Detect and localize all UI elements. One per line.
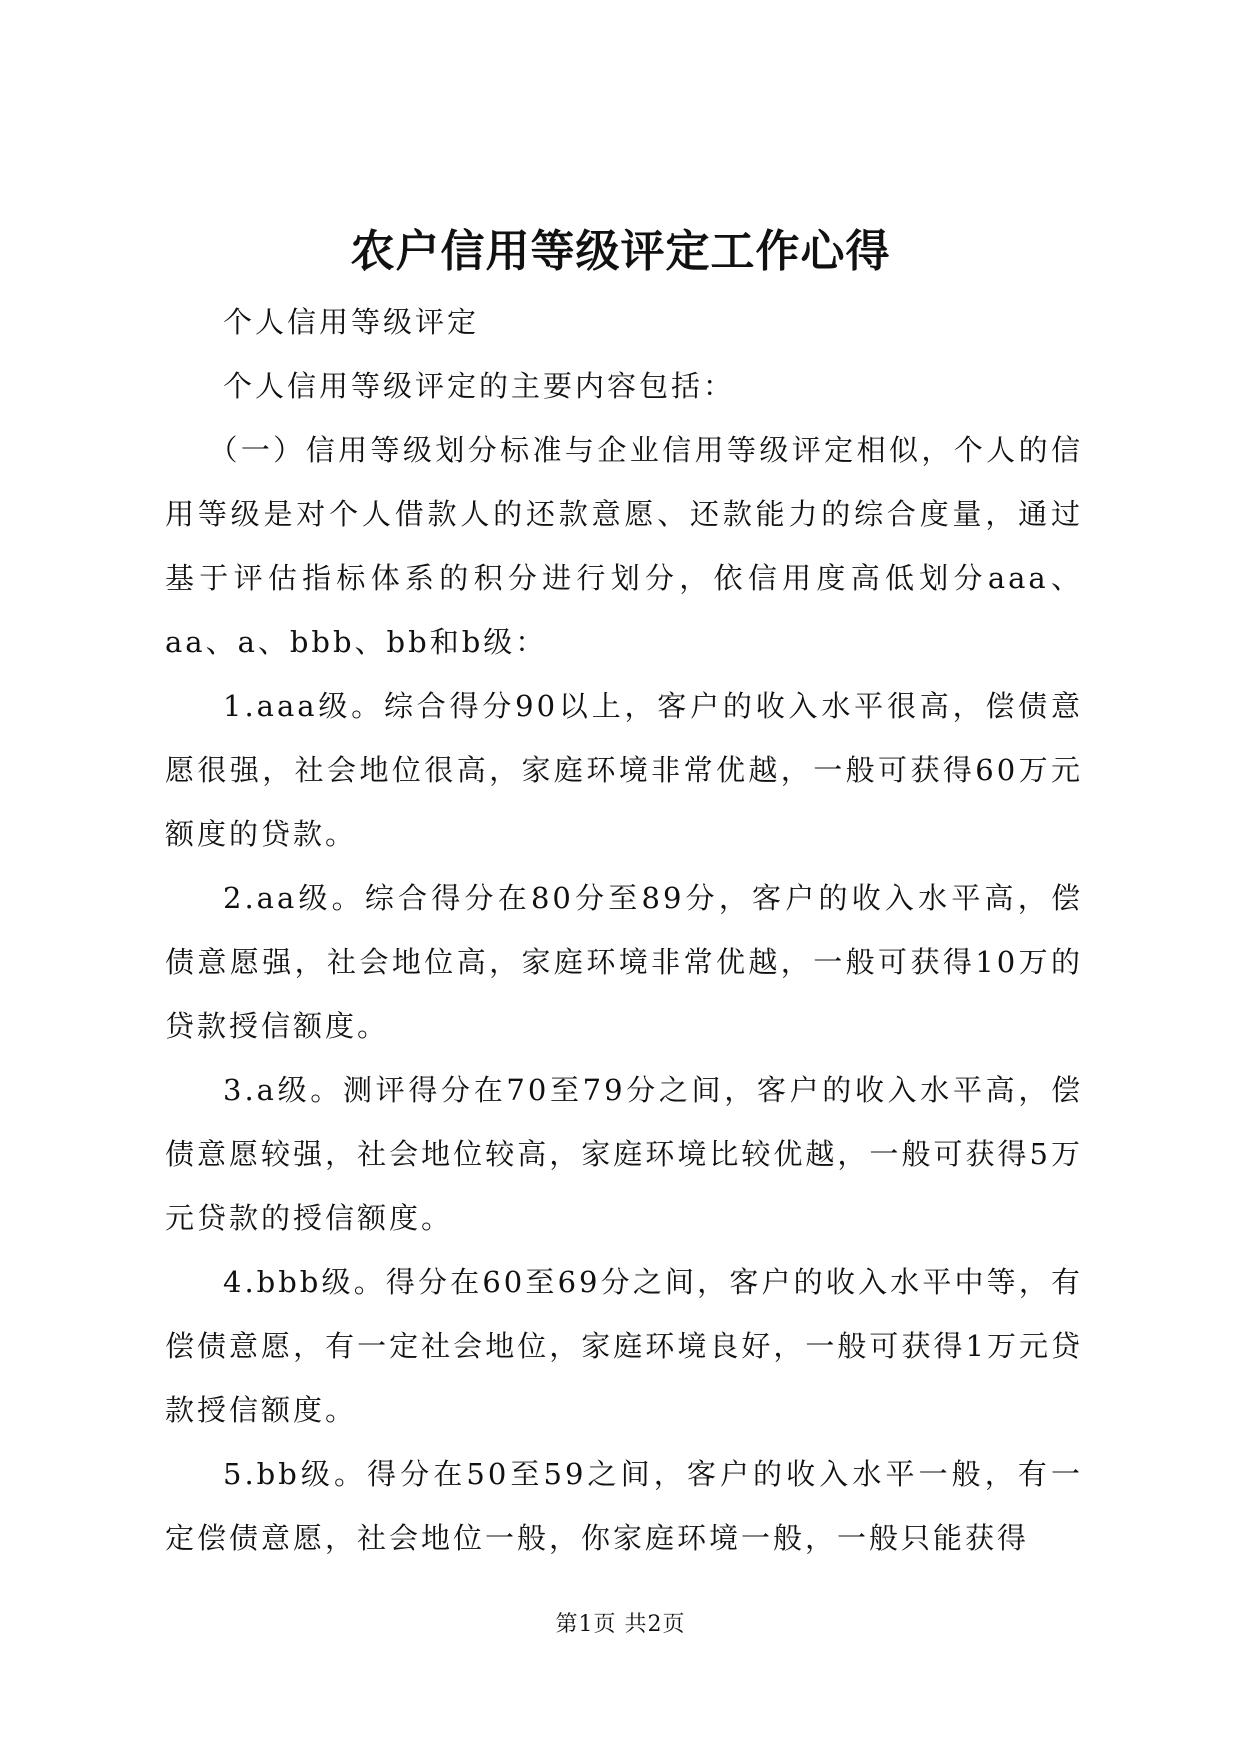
document-body [165, 290, 1083, 1570]
page-footer: 第1页 共2页 [555, 1612, 686, 1637]
paragraph-grade-aa: 2.aa级。综合得分在80分至89分，客户的收入水平高，偿债意愿强，社会地位高，家庭环境非常优越，一般可获得10万的贷款授信额度。 [165, 881, 1083, 1043]
paragraph-grade-aaa: 1.aaa级。综合得分90以上，客户的收入水平很高，偿债意愿很强，社会地位很高，家庭环境非常优越，一般可获得60万元额度的贷款。 [165, 689, 1083, 851]
paragraph-grade-a: 3.a级。测评得分在70至79分之间，客户的收入水平高，偿债意愿较强，社会地位较高，家庭环境比较优越，一般可获得5万元贷款的授信额度。 [165, 1073, 1083, 1235]
paragraph-grade-bbb: 4.bbb级。得分在60至69分之间，客户的收入水平中等，有偿债意愿，有一定社会地位，家庭环境良好，一般可获得1万元贷款授信额度。 [165, 1265, 1083, 1427]
paragraph-heading: 个人信用等级评定 [223, 305, 480, 339]
paragraph-grade-bb: 5.bb级。得分在50至59之间，客户的收入水平一般，有一定偿债意愿，社会地位一般，你家庭环境一般，一般只能获得 [165, 1457, 1083, 1555]
paragraph-intro: 个人信用等级评定的主要内容包括： [223, 369, 736, 403]
document-title: 农户信用等级评定工作心得 [350, 226, 891, 277]
paragraph-grading-standard: （一）信用等级划分标准与企业信用等级评定相似，个人的信用等级是对个人借款人的还款意愿、还款能力的综合度量，通过基于评估指标体系的积分进行划分，依信用度高低划分aaa、aa、a、bbb、bb和b级： [165, 433, 1083, 659]
